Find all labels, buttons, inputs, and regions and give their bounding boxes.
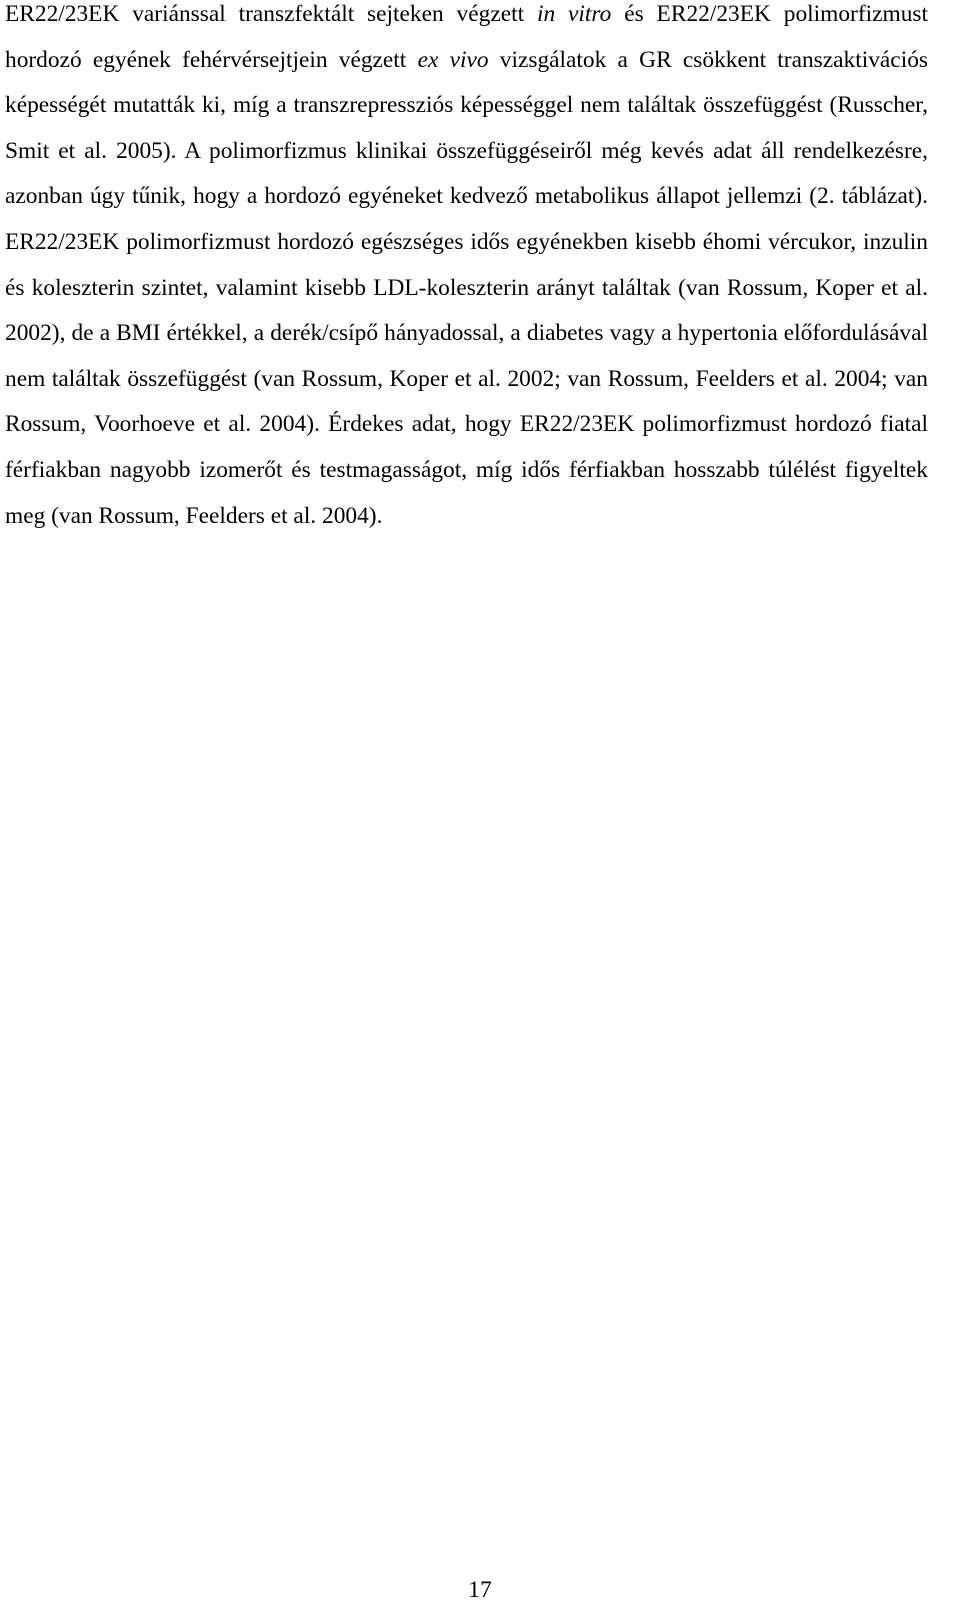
italic-term-in-vitro: in vitro [536,1,612,27]
text-run: és ER22/23EK polimorfizmust hordozó egyének fehérvérsejtjein végzett [5,1,928,73]
italic-term-ex-vivo: ex vivo [417,46,489,73]
text-run: ER22/23EK variánssal transzfektált sejteken végzett [5,1,537,27]
page-number: 17 [468,1577,492,1603]
text-run: vizsgálatok a GR csökkent transzaktivációs képességét mutatták ki, míg a transzrepressziós képességgel nem találtak összefüggést (Russcher, Smit et al. 2005). A polimorfizmus klinikai összefüggéseiről még kevés adat áll rendelkezésre, azonban úgy tűnik, hogy a hordozó egyéneket kedvező metabolikus állapot jellemzi (2. táblázat). ER22/23EK polimorfizmust hordozó egészséges idős egyénekben kisebb éhomi vércukor, inzulin és koleszterin szintet, valamint kisebb LDL-koleszterin arányt találtak (van Rossum, Koper et al. 2002), de a BMI értékkel, a derék/csípő hányadossal, a diabetes vagy a hypertonia előfordulásával nem találtak összefüggést (van Rossum, Koper et al. 2002; van Rossum, Feelders et al. 2004; van Rossum, Voorhoeve et al. 2004). Érdekes adat, hogy ER22/23EK polimorfizmust hordozó fiatal férfiakban nagyobb izomerőt és testmagasságot, míg idős férfiakban hosszabb túlélést figyeltek meg (van Rossum, Feelders et al. 2004). [5,46,928,529]
body-paragraph [5,0,928,539]
